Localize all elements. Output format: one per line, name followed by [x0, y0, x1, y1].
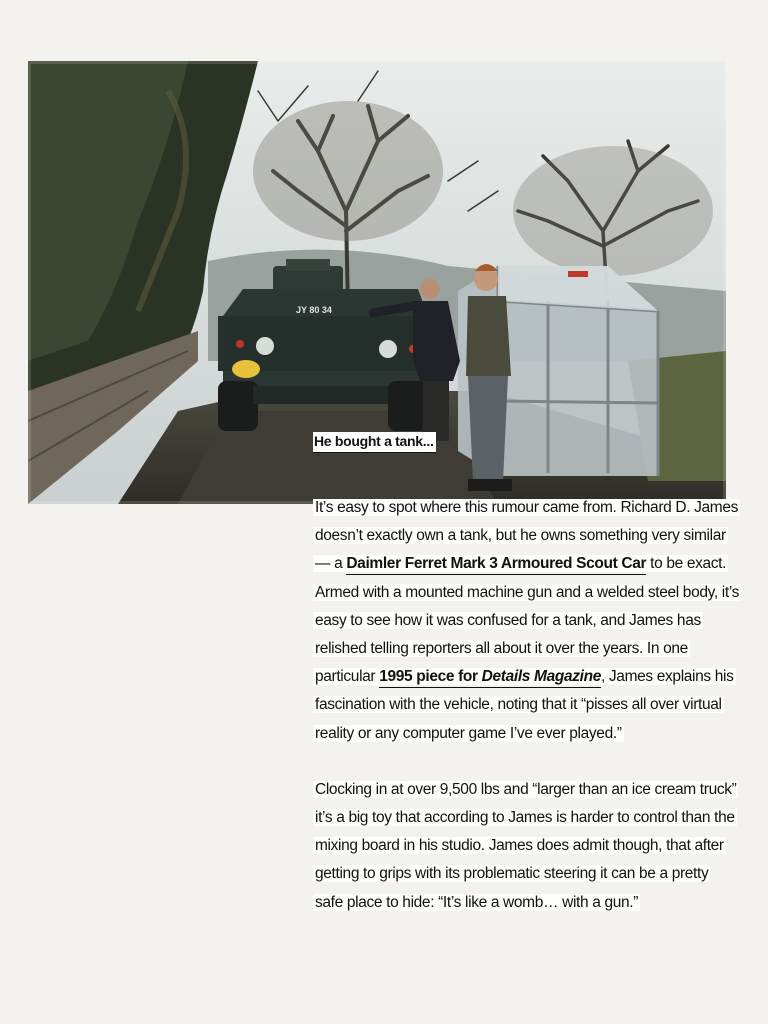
details-link-prefix: 1995 piece for: [379, 668, 482, 686]
daimler-ferret-link[interactable]: Daimler Ferret Mark 3 Armoured Scout Car: [346, 555, 646, 575]
vehicle-plate: JY 80 34: [296, 305, 332, 315]
article-body: [313, 494, 740, 917]
paragraph-1-outro: , James explains his fascination with the vehicle, noting that it “pisses all over virtual reality or any computer game I’ve ever played.”: [315, 668, 734, 742]
article-paragraph-2: [313, 776, 740, 917]
paragraph-1-intro: It’s easy to spot where this rumour came from. Richard D. James doesn’t exactly own a tank, but he owns something very similar — a: [315, 499, 739, 573]
details-link-magazine: Details Magazine: [481, 668, 601, 686]
paragraph-1-text: [313, 499, 741, 742]
article-paragraph-1: [313, 494, 740, 748]
details-magazine-link[interactable]: [379, 668, 601, 688]
photo-caption: He bought a tank...: [313, 432, 436, 453]
paragraph-2-text: Clocking in at over 9,500 lbs and “larger than an ice cream truck” it’s a big toy that according to James is harder to control than the mixing board in his studio. James does admit though, that after getting to grips with its problematic steering it can be a pretty safe place to hide: “It’s like a womb… with a gun.”: [315, 780, 737, 911]
paragraph-1-middle: to be exact. Armed with a mounted machine gun and a welded steel body, it’s easy to see how it was confused for a tank, and James has relished telling reporters all about it over the years. In one particular: [315, 555, 740, 686]
